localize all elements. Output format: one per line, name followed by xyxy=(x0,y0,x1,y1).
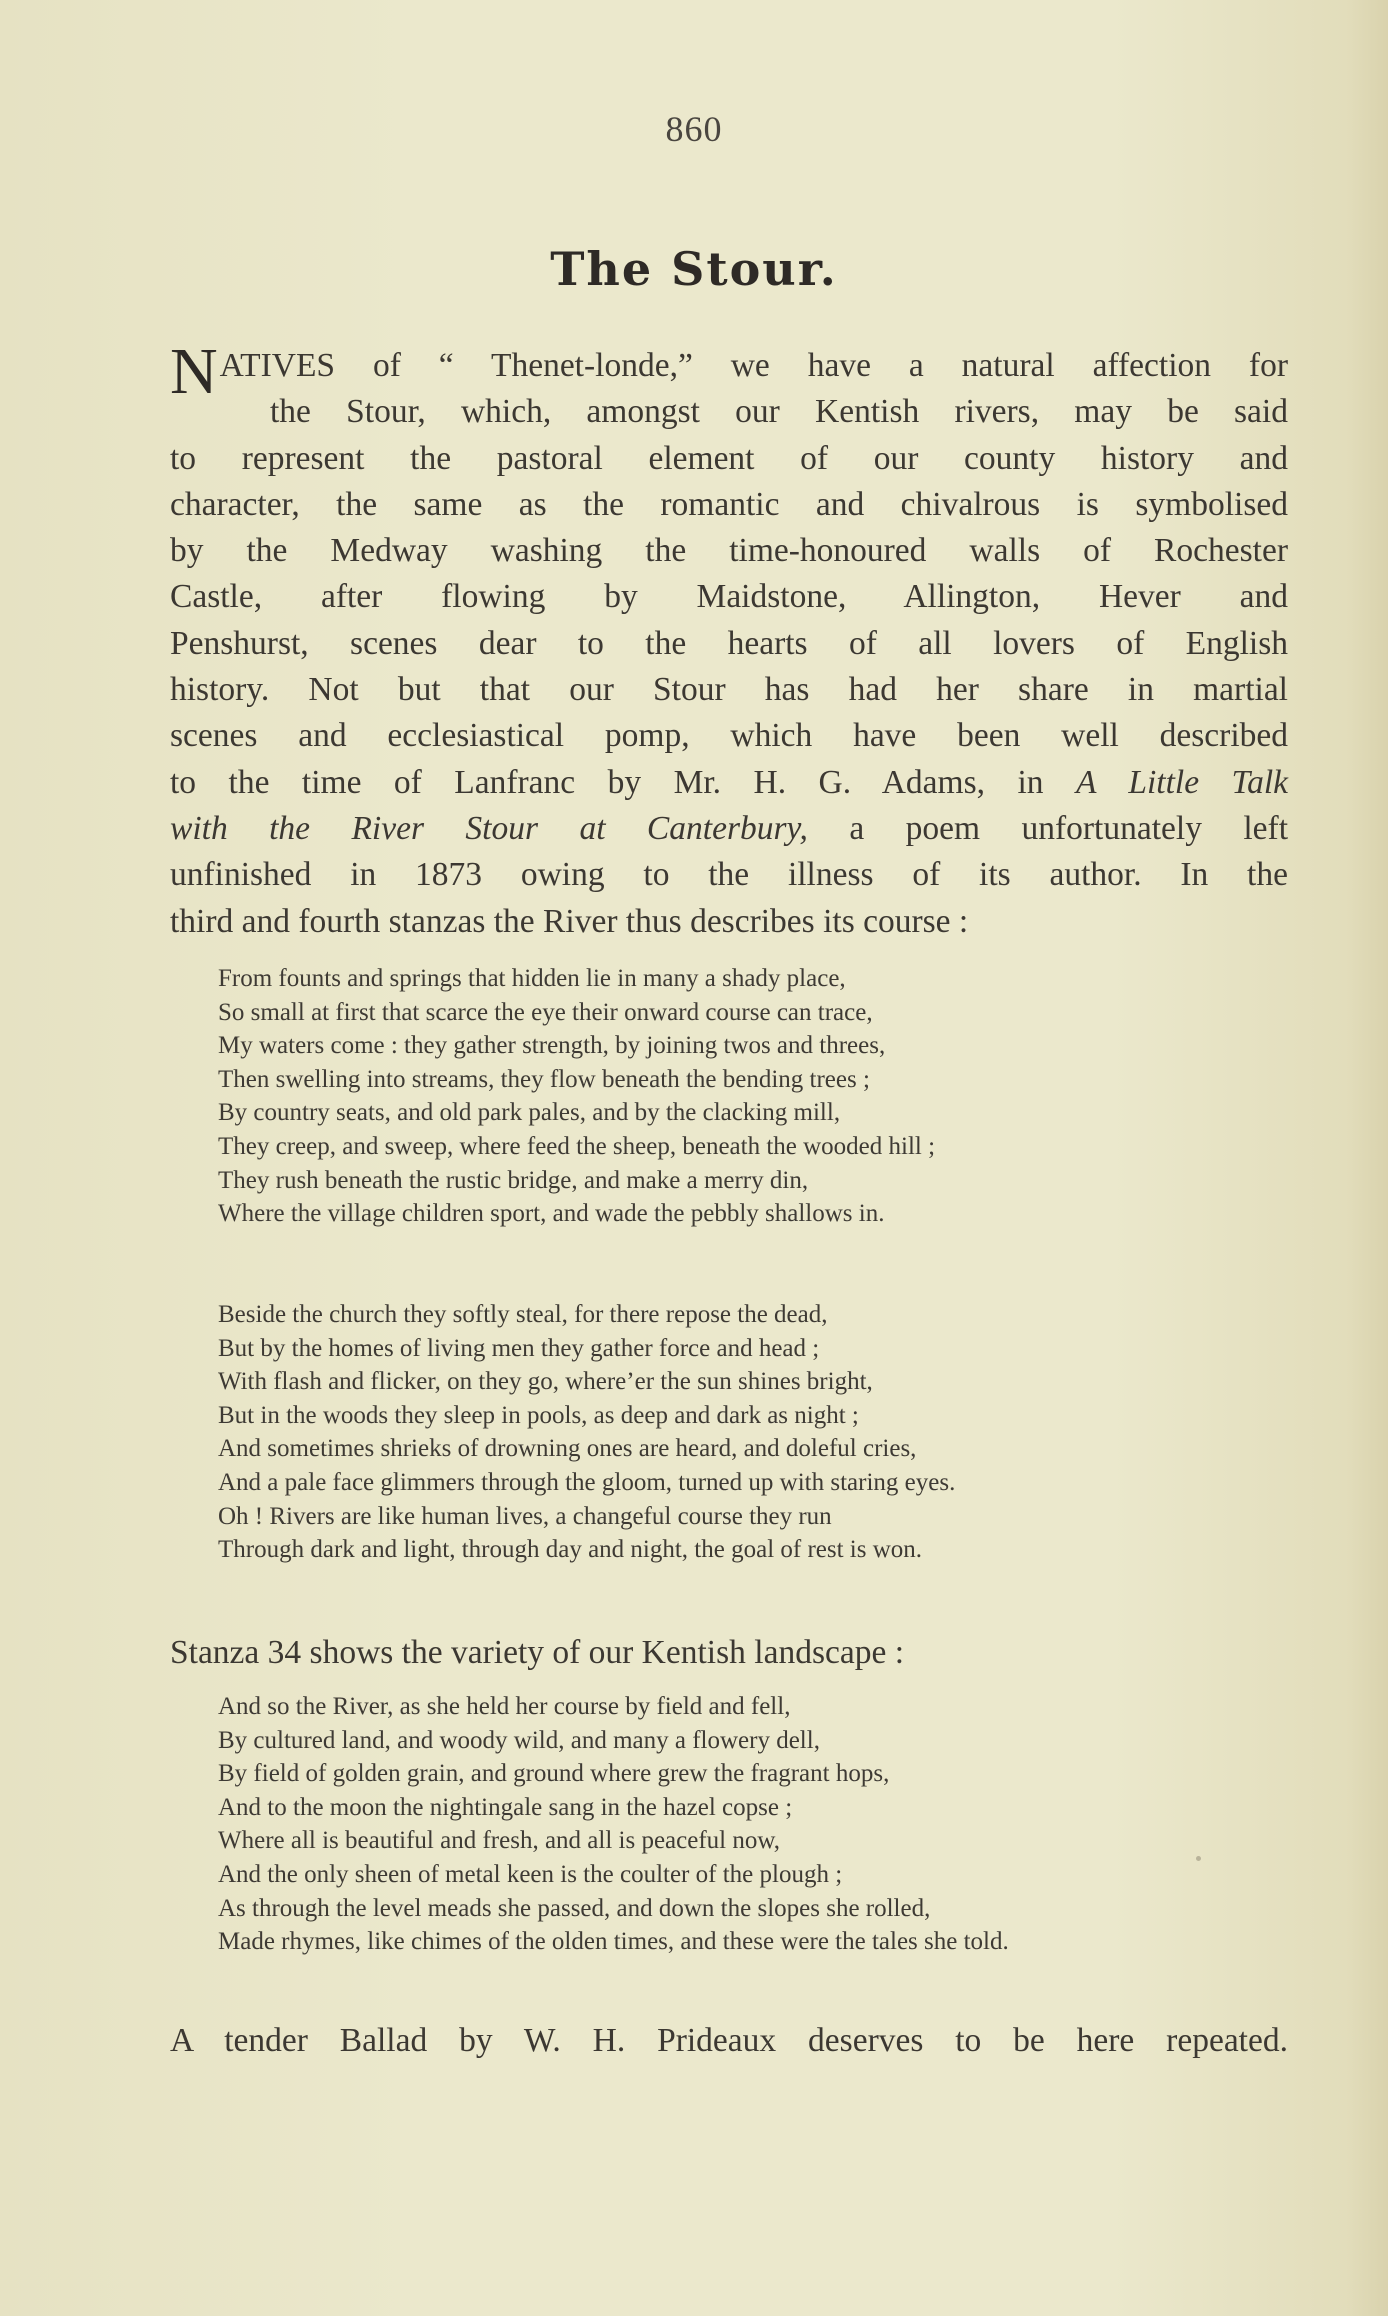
verse-line: And the only sheen of metal keen is the coulter of the plough ; xyxy=(218,1860,843,1888)
verse-line: With flash and flicker, on they go, where’er the sun shines bright, xyxy=(218,1368,873,1396)
verse-line: Through dark and light, through day and night, the goal of rest is won. xyxy=(218,1536,923,1564)
verse-line: And to the moon the nightingale sang in the hazel copse ; xyxy=(218,1793,793,1821)
intro-line-9: scenes and ecclesiastical pomp, which have been well described xyxy=(170,717,1288,755)
intro-line-12: unfinished in 1873 owing to the illness of its author. In the xyxy=(170,856,1288,894)
verse-line: As through the level meads she passed, and down the slopes she rolled, xyxy=(218,1894,931,1922)
verse-line: Made rhymes, like chimes of the olden times, and these were the tales she told. xyxy=(218,1928,1009,1956)
intro-line-4: character, the same as the romantic and chivalrous is symbolised xyxy=(170,485,1288,523)
drop-cap: N xyxy=(170,335,218,408)
poem-title-part2: with the River Stour at Canterbury, xyxy=(170,809,808,847)
verse-line: From founts and springs that hidden lie in many a shady place, xyxy=(218,965,846,992)
verse-line: But by the homes of living men they gather force and head ; xyxy=(218,1334,820,1362)
ink-speck xyxy=(1196,1856,1201,1861)
closing-sentence: A tender Ballad by W. H. Prideaux deserves to be here repeated. xyxy=(170,2022,1288,2059)
intro-line-1: NATIVES of “ Thenet-londe,” we have a natural affection for xyxy=(170,335,1288,408)
verse-line: And a pale face glimmers through the gloom, turned up with staring eyes. xyxy=(218,1468,956,1496)
verse-line: By country seats, and old park pales, and by the clacking mill, xyxy=(218,1099,841,1127)
stanza-34-intro: Stanza 34 shows the variety of our Kentish landscape : xyxy=(170,1634,905,1671)
page-number: 860 xyxy=(665,109,723,149)
verse-line: But in the woods they sleep in pools, as deep and dark as night ; xyxy=(218,1401,859,1429)
intro-line-10: to the time of Lanfranc by Mr. H. G. Adams, in A Little Talk xyxy=(170,763,1289,801)
verse-stanza-4 xyxy=(218,1298,1298,1567)
verse-line: By cultured land, and woody wild, and many a flowery dell, xyxy=(218,1726,820,1754)
intro-line-11: with the River Stour at Canterbury, a poem unfortunately left xyxy=(170,809,1289,847)
verse-stanza-3 xyxy=(218,962,1298,1231)
verse-line: And sometimes shrieks of drowning ones are heard, and doleful cries, xyxy=(218,1435,917,1463)
verse-line: Oh ! Rivers are like human lives, a changeful course they run xyxy=(218,1502,832,1530)
verse-line: Where all is beautiful and fresh, and all is peaceful now, xyxy=(218,1827,781,1855)
intro-line-5: by the Medway washing the time-honoured walls of Rochester xyxy=(170,532,1288,570)
intro-line-3: to represent the pastoral element of our county history and xyxy=(170,439,1288,477)
intro-line-13: third and fourth stanzas the River thus describes its course : xyxy=(170,902,969,940)
intro-line-2: the Stour, which, amongst our Kentish rivers, may be said xyxy=(270,393,1288,431)
intro-line-6: Castle, after flowing by Maidstone, Allington, Hever and xyxy=(170,578,1288,616)
verse-line: They rush beneath the rustic bridge, and make a merry din, xyxy=(218,1166,809,1194)
verse-line: Where the village children sport, and wade the pebbly shallows in. xyxy=(218,1200,885,1228)
verse-line: So small at first that scarce the eye their onward course can trace, xyxy=(218,998,873,1026)
intro-line-8: history. Not but that our Stour has had her share in martial xyxy=(170,671,1288,709)
verse-line: They creep, and sweep, where feed the sheep, beneath the wooded hill ; xyxy=(218,1132,936,1160)
verse-line: By field of golden grain, and ground where grew the fragrant hops, xyxy=(218,1760,890,1788)
chapter-title: The Stour. xyxy=(550,242,838,296)
verse-line: And so the River, as she held her course by field and fell, xyxy=(218,1693,791,1720)
verse-line: Beside the church they softly steal, for there repose the dead, xyxy=(218,1301,828,1328)
intro-paragraph xyxy=(170,335,1289,945)
poem-title-part1: A Little Talk xyxy=(1076,763,1289,801)
verse-line: Then swelling into streams, they flow beneath the bending trees ; xyxy=(218,1065,870,1093)
intro-line-7: Penshurst, scenes dear to the hearts of all lovers of English xyxy=(170,624,1288,662)
verse-stanza-34 xyxy=(218,1690,1298,1959)
verse-line: My waters come : they gather strength, by joining twos and threes, xyxy=(218,1032,886,1060)
